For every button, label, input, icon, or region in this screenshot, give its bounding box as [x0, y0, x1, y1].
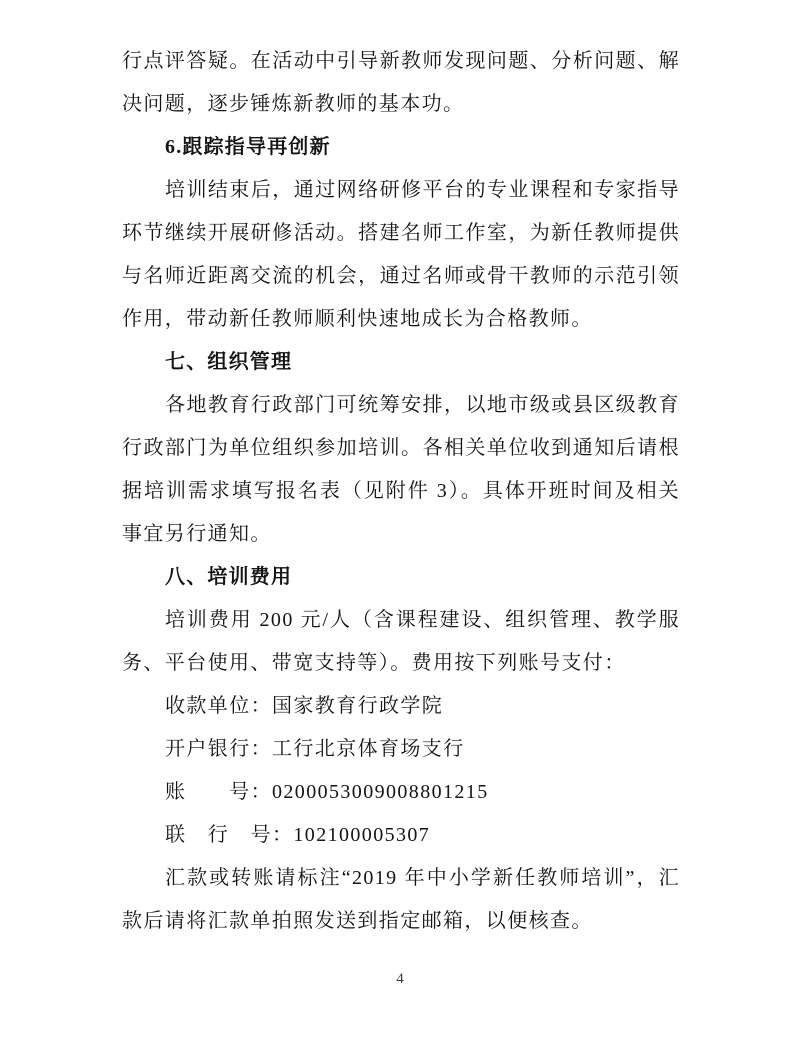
bank-line: 开户银行：工行北京体育场支行 [165, 738, 465, 760]
text-line: 务、平台使用、带宽支持等）。费用按下列账号支付： [122, 652, 626, 674]
payee-line: 收款单位：国家教育行政学院 [165, 695, 444, 717]
section-heading-6: 6.跟踪指导再创新 [165, 136, 331, 158]
text-line: 决问题，逐步锤炼新教师的基本功。 [122, 93, 465, 115]
text-line: 事宜另行通知。 [122, 523, 272, 545]
text-line: 各地教育行政部门可统筹安排，以地市级或县区级教育 [165, 394, 680, 416]
text-line: 汇款或转账请标注“2019 年中小学新任教师培训”，汇 [165, 867, 680, 889]
text-line: 据培训需求填写报名表（见附件 3）。具体开班时间及相关 [122, 480, 680, 502]
bank-code-line: 联 行 号：102100005307 [165, 824, 431, 846]
text-line: 环节继续开展研修活动。搭建名师工作室，为新任教师提供 [122, 222, 680, 244]
text-line: 作用，带动新任教师顺利快速地成长为合格教师。 [122, 308, 593, 330]
page-number: 4 [396, 971, 404, 987]
section-heading-7: 七、组织管理 [165, 351, 293, 373]
document-body [122, 40, 680, 943]
text-line: 行点评答疑。在活动中引导新教师发现问题、分析问题、解 [122, 50, 680, 72]
text-line: 培训结束后，通过网络研修平台的专业课程和专家指导 [165, 179, 680, 201]
text-line: 与名师近距离交流的机会，通过名师或骨干教师的示范引领 [122, 265, 680, 287]
text-line: 款后请将汇款单拍照发送到指定邮箱，以便核查。 [122, 910, 593, 932]
text-line: 培训费用 200 元/人（含课程建设、组织管理、教学服 [165, 609, 680, 631]
account-number-line: 账 号：0200053009008801215 [165, 781, 489, 803]
section-heading-8: 八、培训费用 [165, 566, 293, 588]
text-line: 行政部门为单位组织参加培训。各相关单位收到通知后请根 [122, 437, 680, 459]
